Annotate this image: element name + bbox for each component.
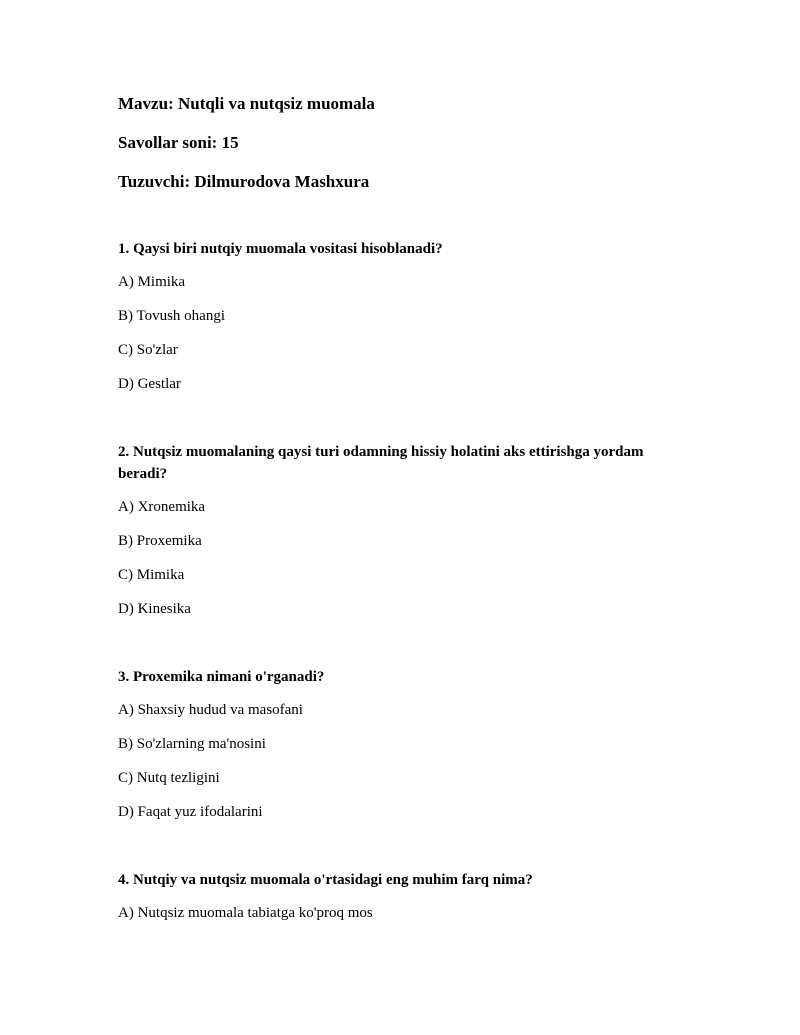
author-line: Tuzuvchi: Dilmurodova Mashxura [118, 172, 370, 191]
question-text: 1. Qaysi biri nutqiy muomala vositasi hisoblanadi? [118, 241, 443, 257]
answer-option: C) So'zlar [118, 342, 178, 358]
answer-option: D) Faqat yuz ifodalarini [118, 804, 263, 820]
answer-option: A) Shaxsiy hudud va masofani [118, 702, 303, 718]
question-text: 3. Proxemika nimani o'rganadi? [118, 669, 325, 685]
answer-option: D) Kinesika [118, 601, 191, 617]
answer-option: A) Xronemika [118, 499, 206, 515]
answer-option: C) Nutq tezligini [118, 770, 220, 786]
answer-option: B) Proxemika [118, 533, 202, 549]
topic-title: Mavzu: Nutqli va nutqsiz muomala [118, 94, 375, 113]
question-3 [118, 666, 688, 823]
answer-option: D) Gestlar [118, 376, 181, 392]
question-text: 2. Nutqsiz muomalaning qaysi turi odamning hissiy holatini aks ettirishga yordam beradi? [118, 444, 644, 482]
question-spacer [118, 632, 688, 666]
question-count: Savollar soni: 15 [118, 133, 239, 152]
answer-option: B) Tovush ohangi [118, 308, 226, 324]
question-4 [118, 869, 688, 924]
answer-option: B) So'zlarning ma'nosini [118, 736, 266, 752]
question-list [118, 238, 688, 936]
question-1 [118, 238, 688, 395]
question-text: 4. Nutqiy va nutqsiz muomala o'rtasidagi eng muhim farq nima? [118, 872, 533, 888]
question-spacer [118, 407, 688, 441]
question-spacer [118, 835, 688, 869]
answer-option: A) Mimika [118, 274, 186, 290]
document-header [118, 94, 375, 211]
answer-option: A) Nutqsiz muomala tabiatga ko'proq mos [118, 905, 373, 921]
question-2 [118, 441, 688, 620]
answer-option: C) Mimika [118, 567, 185, 583]
